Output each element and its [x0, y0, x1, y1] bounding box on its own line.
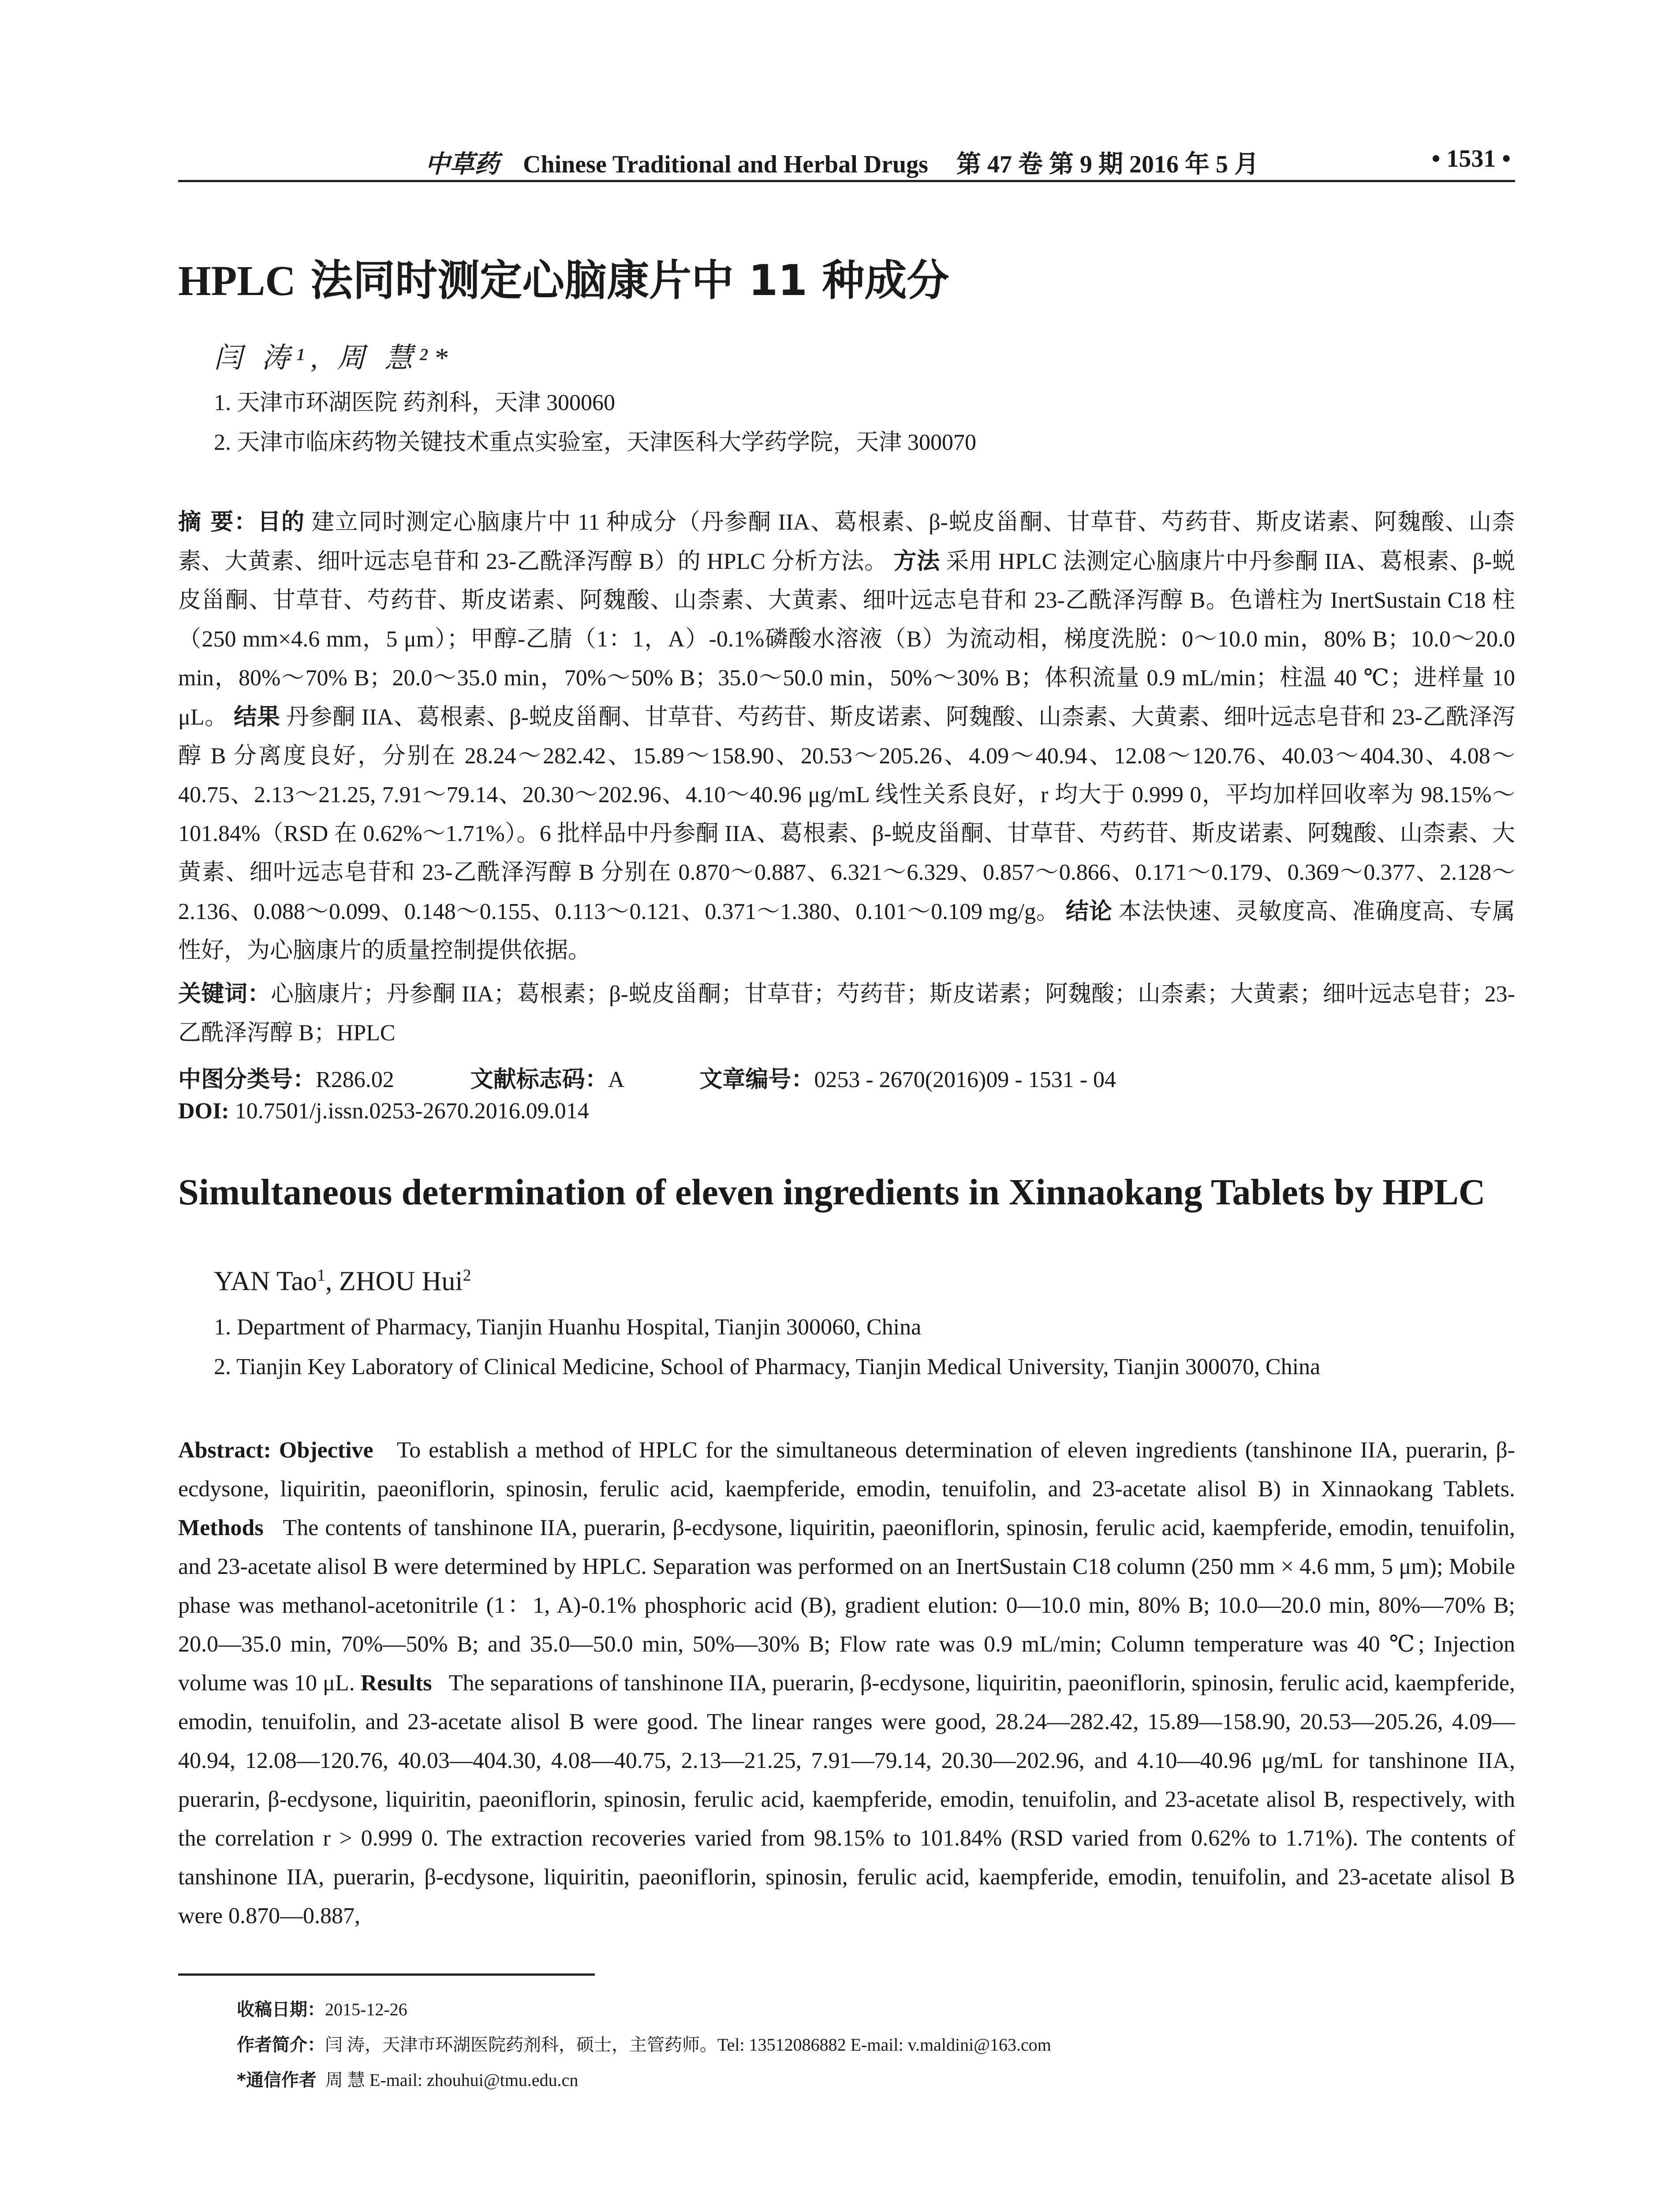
- footnote-bio: [237, 2031, 1051, 2056]
- results-label: 结果: [234, 704, 280, 730]
- bio-value: 闫 涛，天津市环湖医院药剂科，硕士，主管药师。Tel: 13512086882 E-mail: v.maldini@163.com: [325, 2035, 1051, 2055]
- journal-issue: 第 47 卷 第 9 期 2016 年 5 月: [956, 151, 1259, 178]
- journal-line: [425, 145, 1259, 180]
- affiliation-en-1: 1. Department of Pharmacy, Tianjin Huanhu Hospital, Tianjin 300060, China: [214, 1315, 922, 1340]
- keywords-label: 关键词：: [178, 981, 271, 1007]
- article-no-label: 文章编号：: [699, 1066, 814, 1093]
- conclusion-label: 结论: [1065, 898, 1113, 925]
- corr-label: *通信作者: [237, 2070, 317, 2090]
- keywords-text: 心脑康片；丹参酮 IIA；葛根素；β-蜕皮甾酮；甘草苷；芍药苷；斯皮诺素；阿魏酸；山柰素；大黄素；细叶远志皂苷；23-乙酰泽泻醇 B；HPLC: [178, 982, 1515, 1046]
- doi-line: [178, 1098, 589, 1124]
- abstract-en-label: Abstract: Objective: [178, 1438, 373, 1463]
- methods-en-label: Methods: [178, 1515, 264, 1540]
- objective-text: 建立同时测定心脑康片中 11 种成分（丹参酮 IIA、葛根素、β-蜕皮甾酮、甘草苷、芍药苷、斯皮诺素、阿魏酸、山柰素、大黄素、细叶远志皂苷和 23-乙酰泽泻醇 B）的 HPLC 分析方法。: [178, 510, 1516, 574]
- author-en-1: YAN Tao: [214, 1266, 317, 1297]
- doc-code-value: A: [608, 1067, 623, 1092]
- doc-code-label: 文献标志码：: [470, 1066, 608, 1093]
- methods-label: 方法: [893, 548, 940, 575]
- doi-label: DOI:: [178, 1099, 229, 1124]
- abstract-cn-label: 摘 要：: [178, 509, 258, 535]
- corr-value: 周 慧 E-mail: zhouhui@tmu.edu.cn: [325, 2070, 579, 2090]
- affiliation-en-2: 2. Tianjin Key Laboratory of Clinical Medicine, School of Pharmacy, Tianjin Medical University, Tianjin 300070, China: [214, 1354, 1321, 1379]
- footnote-corresponding: [237, 2066, 578, 2091]
- received-label: 收稿日期：: [237, 1999, 325, 2020]
- objective-label: 目的: [258, 509, 305, 535]
- results-en-text: The separations of tanshinone IIA, puerarin, β-ecdysone, liquiritin, paeoniflorin, spinosin, ferulic acid, kaempferide, emodin, tenuifolin, and 23-acetate alisol B were good. The linear ranges were good, 28.24—282.42, 15.89—158.90, 20.53—205.26, 4.09—40.94, 12.08—120.76, 40.03—404.30, 4.08—40.75, 2.13—21.25, 7.91—79.14, 20.30—202.96, and 4.10—40.96 μg/mL for tanshinone IIA, puerarin, β-ecdysone, liquiritin, paeoniflorin, spinosin, ferulic acid, kaempferide, emodin, tenuifolin, and 23-acetate alisol B, respectively, with the correlation r > 0.999 0. The extraction recoveries varied from 98.15% to 101.84% (RSD varied from 0.62% to 1.71%). The contents of tanshinone IIA, puerarin, β-ecdysone, liquiritin, paeoniflorin, spinosin, ferulic acid, kaempferide, emodin, tenuifolin, and 23-acetate alisol B were 0.870—0.887,: [178, 1671, 1516, 1928]
- journal-logo: 中草药: [425, 149, 499, 179]
- article-no-value: 0253 - 2670(2016)09 - 1531 - 04: [814, 1067, 1116, 1092]
- author-en-sep: ,: [325, 1266, 339, 1297]
- results-text: 丹参酮 IIA、葛根素、β-蜕皮甾酮、甘草苷、芍药苷、斯皮诺素、阿魏酸、山柰素、大黄素、细叶远志皂苷和 23-乙酰泽泻醇 B 分离度良好，分别在 28.24～282.42、15.89～158.90、20.53～205.26、4.09～40.94、12.08～120.76、40.03～404.30、4.08～40.75、2.13～21.25, 7.91～79.14、20.30～202.96、4.10～40.96 μg/mL 线性关系良好，r 均大于 0.999 0，平均加样回收率为 98.15%～101.84%（RSD 在 0.62%～1.71%）。6 批样品中丹参酮 IIA、葛根素、β-蜕皮甾酮、甘草苷、芍药苷、斯皮诺素、阿魏酸、山柰素、大黄素、细叶远志皂苷和 23-乙酰泽泻醇 B 分别在 0.870～0.887、6.321～6.329、0.857～0.866、0.171～0.179、0.369～0.377、2.128～2.136、0.088～0.099、0.148～0.155、0.113～0.121、0.371～1.380、0.101～0.109 mg/g。: [178, 705, 1515, 924]
- doi-value: 10.7501/j.issn.0253-2670.2016.09.014: [235, 1099, 589, 1124]
- footnote-received: [237, 1996, 407, 2021]
- authors-en: [214, 1266, 471, 1297]
- author-en-2-sup: 2: [463, 1266, 471, 1285]
- affiliation-cn-2: 2. 天津市临床药物关键技术重点实验室，天津医科大学药学院，天津 300070: [214, 430, 977, 455]
- clc-label: 中图分类号：: [178, 1066, 316, 1093]
- title-en: Simultaneous determination of eleven ingredients in Xinnaokang Tablets by HPLC: [178, 1172, 1486, 1213]
- received-value: 2015-12-26: [325, 1999, 407, 2019]
- title-cn-rest: 法同时测定心脑康片中 11 种成分: [295, 256, 949, 305]
- author-en-1-sup: 1: [317, 1266, 325, 1285]
- title-cn: [178, 247, 949, 307]
- title-cn-prefix: HPLC: [178, 257, 296, 304]
- abstract-en: [178, 1431, 1515, 1936]
- page-number: • 1531 •: [1431, 145, 1511, 172]
- methods-text: 采用 HPLC 法测定心脑康片中丹参酮 IIA、葛根素、β-蜕皮甾酮、甘草苷、芍药苷、斯皮诺素、阿魏酸、山柰素、大黄素、细叶远志皂苷和 23-乙酰泽泻醇 B。色谱柱为 InertSustain C18 柱（250 mm×4.6 mm，5 μm）；甲醇-乙腈（1：1，A）-0.1%磷酸水溶液（B）为流动相，梯度洗脱：0～10.0 min，80% B；10.0～20.0 min，80%～70% B；20.0～35.0 min，70%～50% B；35.0～50.0 min，50%～30% B；体积流量 0.9 mL/min；柱温 40 ℃；进样量 10 μL。: [178, 549, 1516, 730]
- results-en-label: Results: [360, 1671, 432, 1696]
- authors-cn: 闫 涛¹, 周 慧²*: [214, 342, 454, 374]
- affiliation-cn-1: 1. 天津市环湖医院 药剂科，天津 300060: [214, 390, 616, 415]
- running-header: [178, 140, 1515, 182]
- conclusion-text: 本法快速、灵敏度高、准确度高、专属性好，为心脑康片的质量控制提供依据。: [178, 899, 1516, 963]
- footnote-divider: [178, 1973, 595, 1976]
- bio-label: 作者简介：: [237, 2035, 325, 2055]
- objective-en-text: To establish a method of HPLC for the simultaneous determination of eleven ingredients (tanshinone IIA, puerarin, β-ecdysone, liquiritin, paeoniflorin, spinosin, ferulic acid, kaempferide, emodin, tenuifolin, and 23-acetate alisol B) in Xinnaokang Tablets.: [178, 1438, 1516, 1502]
- methods-en-text: The contents of tanshinone IIA, puerarin, β-ecdysone, liquiritin, paeoniflorin, spinosin, ferulic acid, kaempferide, emodin, tenuifolin, and 23-acetate alisol B were determined by HPLC. Separation was performed on an InertSustain C18 column (250 mm × 4.6 mm, 5 μm); Mobile phase was methanol-acetonitrile (1：1, A)-0.1% phosphoric acid (B), gradient elution: 0—10.0 min, 80% B; 10.0—20.0 min, 80%—70% B; 20.0—35.0 min, 70%—50% B; and 35.0—50.0 min, 50%—30% B; Flow rate was 0.9 mL/min; Column temperature was 40 ℃; Injection volume was 10 μL.: [178, 1515, 1515, 1696]
- classification-line: [178, 1061, 1116, 1094]
- abstract-cn: [178, 503, 1515, 970]
- journal-name: Chinese Traditional and Herbal Drugs: [523, 151, 928, 178]
- clc-value: R286.02: [316, 1067, 394, 1092]
- author-en-2: ZHOU Hui: [339, 1266, 463, 1297]
- keywords-cn: [178, 975, 1515, 1053]
